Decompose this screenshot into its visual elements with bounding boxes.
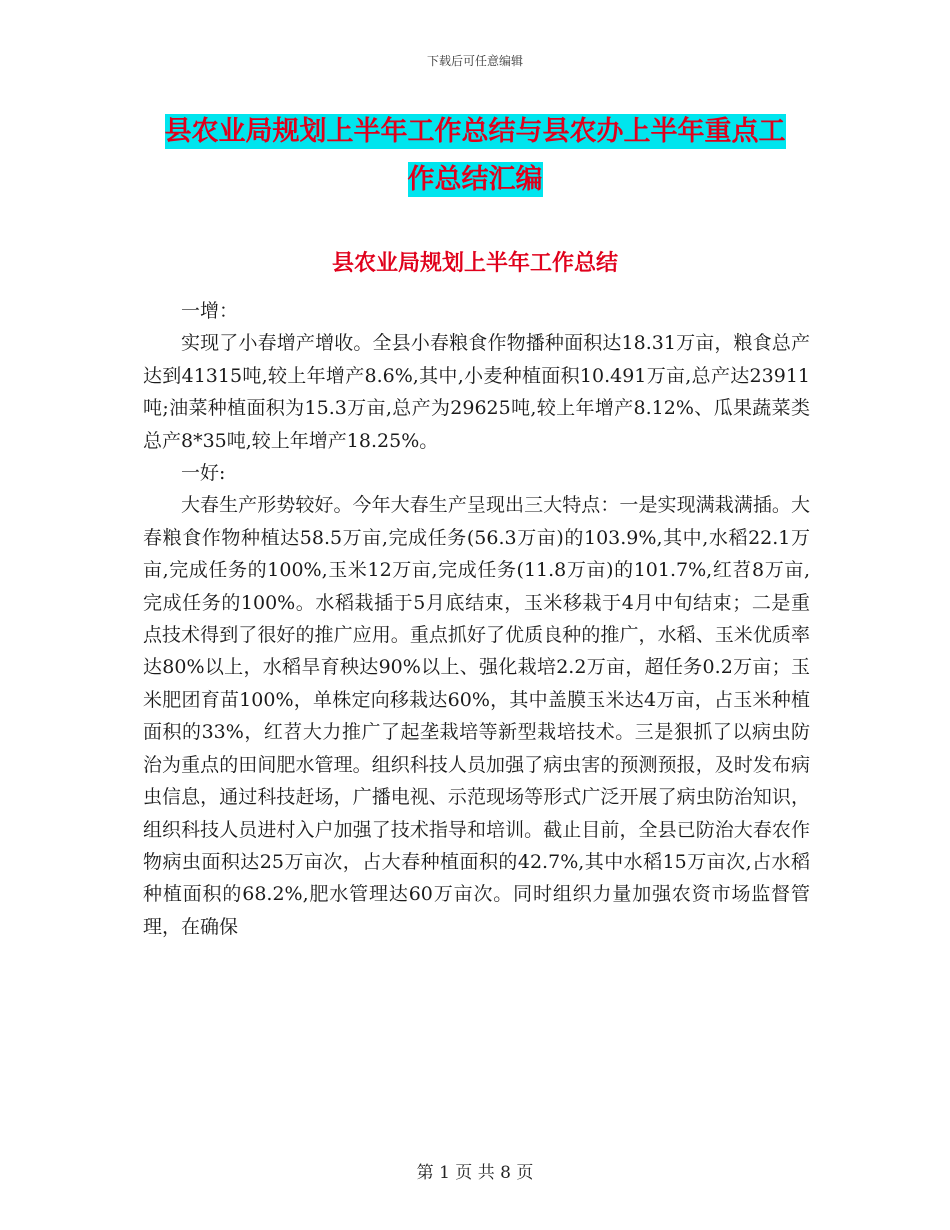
page-footer-number: 第 1 页 共 8 页: [416, 1163, 534, 1183]
paragraph-heading-yizeng: 一增：: [181, 300, 239, 322]
section-title: 县农业局规划上半年工作总结: [331, 251, 618, 276]
paragraph-xiaochun: 实现了小春增产增收。全县小春粮食作物播种面积达18.31万亩，粮食总产达到41315吨,较上年增产8.6%,其中,小麦种植面积10.491万亩,总产达23911吨;油菜种植面积为15.3万亩,总产为29625吨,较上年增产8.12%、瓜果蔬菜类总产8*35吨,较上年增产18.25%。: [143, 332, 810, 452]
document-title-line-1: 县农业局规划上半年工作总结与县农办上半年重点工: [164, 116, 786, 147]
document-title-line-2: 作总结汇编: [407, 164, 543, 195]
paragraph-dachun: 大春生产形势较好。今年大春生产呈现出三大特点：一是实现满栽满插。大春粮食作物种植达58.5万亩,完成任务(56.3万亩)的103.9%,其中,水稻22.1万亩,完成任务的100%,玉米12万亩,完成任务(11.8万亩)的101.7%,红苕8万亩,完成任务的100%。水稻栽插于5月底结束，玉米移栽于4月中旬结束；二是重点技术得到了很好的推广应用。重点抓好了优质良种的推广，水稻、玉米优质率达80%以上，水稻旱育秧达90%以上、强化栽培2.2万亩，超任务0.2万亩；玉米肥团育苗100%，单株定向移栽达60%，其中盖膜玉米达4万亩，占玉米种植面积的33%，红苕大力推广了起垄栽培等新型栽培技术。三是狠抓了以病虫防治为重点的田间肥水管理。组织科技人员加强了病虫害的预测预报，及时发布病虫信息，通过科技赶场，广播电视、示范现场等形式广泛开展了病虫防治知识，组织科技人员进村入户加强了技术指导和培训。截止目前，全县已防治大春农作物病虫面积达25万亩次，占大春种植面积的42.7%,其中水稻15万亩次,占水稻种植面积的68.2%,肥水管理达60万亩次。同时组织力量加强农资市场监督管理，在确保: [143, 494, 810, 938]
document-body: [143, 295, 810, 943]
document-title: [140, 108, 810, 204]
paragraph-heading-yihao: 一好:: [181, 462, 226, 485]
page-header-note: 下载后可任意编辑: [426, 54, 523, 68]
